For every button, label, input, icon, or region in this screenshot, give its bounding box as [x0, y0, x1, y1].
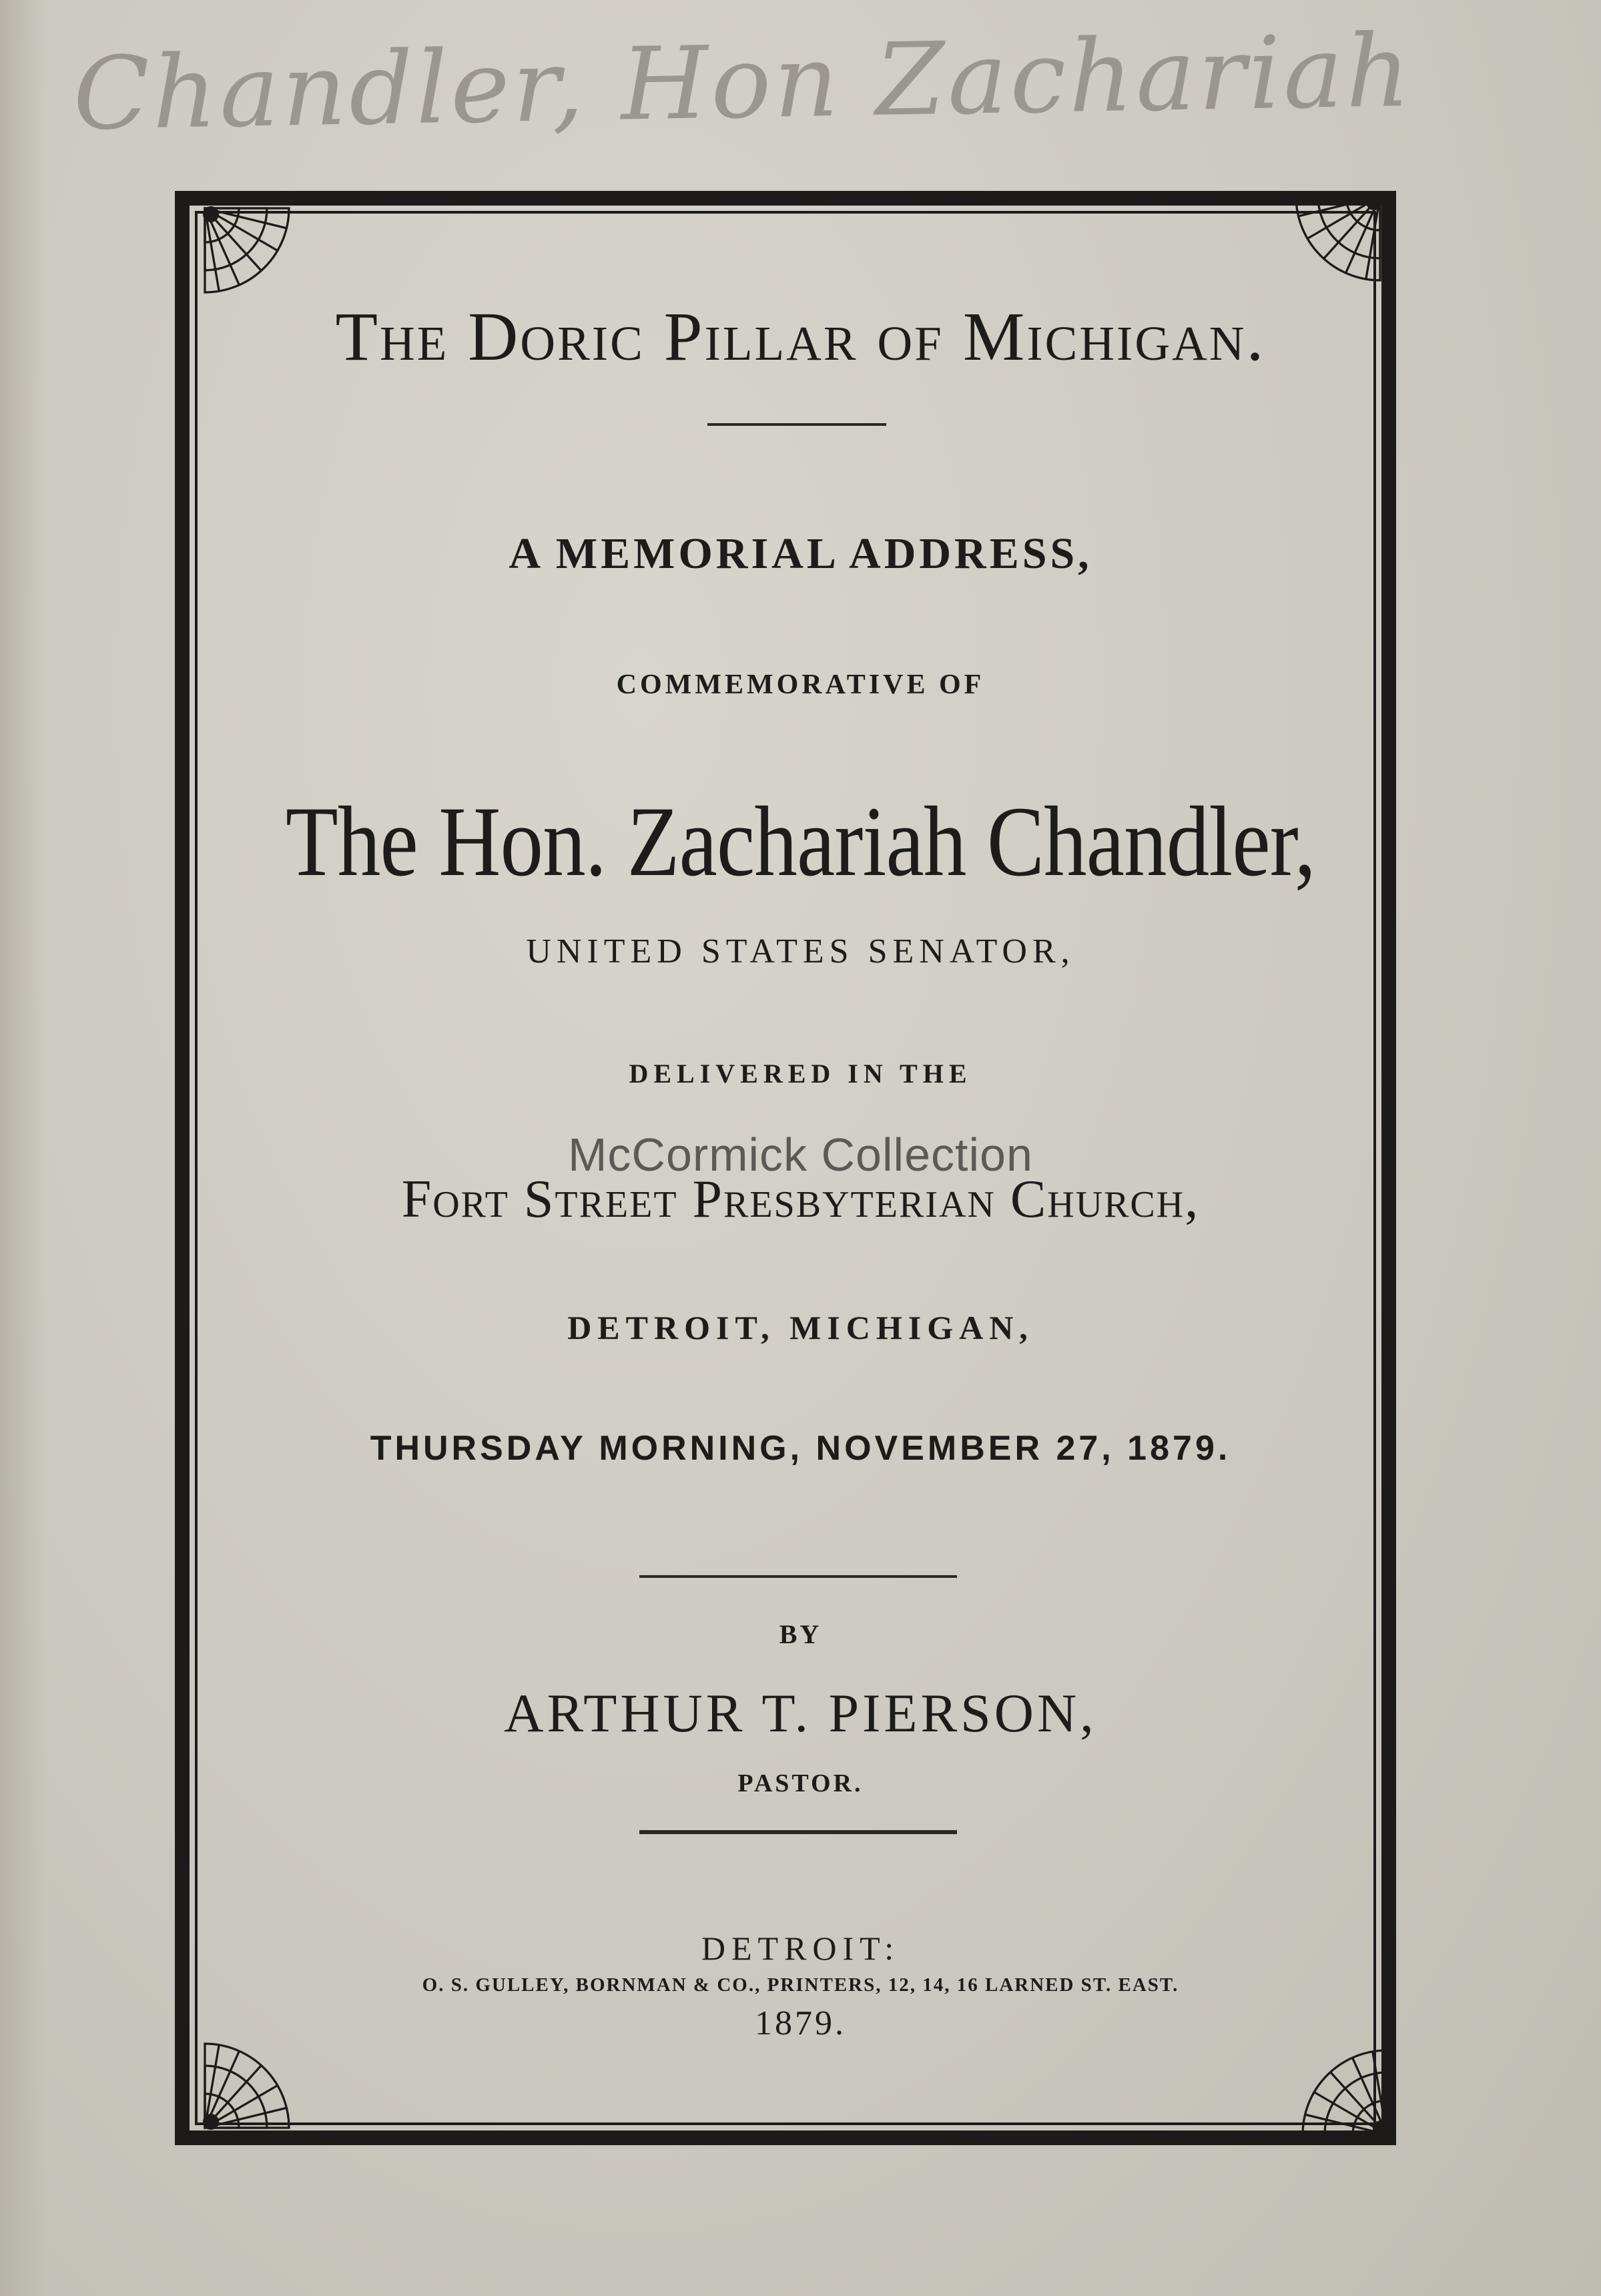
honoree-name: The Hon. Zachariah Chandler,	[285, 786, 1316, 897]
divider-rule	[639, 1830, 957, 1834]
divider-rule	[707, 423, 886, 426]
author-role: PASTOR.	[737, 1769, 864, 1797]
corner-fan-ornament-icon	[197, 2036, 297, 2136]
divider-rule	[639, 1575, 957, 1578]
watermark: McCormick Collection	[568, 1129, 1033, 1181]
corner-fan-ornament-icon	[1295, 2042, 1395, 2142]
subtitle: A MEMORIAL ADDRESS,	[509, 529, 1092, 578]
corner-fan-ornament-icon	[1288, 188, 1388, 288]
corner-fan-ornament-icon	[197, 200, 297, 300]
church-name: Fort Street Presbyterian Church,	[401, 1170, 1200, 1229]
imprint-printers: O. S. GULLEY, BORNMAN & CO., PRINTERS, 12, 14, 16 LARNED ST. EAST.	[422, 1974, 1179, 1996]
commemorative-line: COMMEMORATIVE OF	[616, 669, 985, 700]
page-title: The Doric Pillar of Michigan.	[335, 298, 1266, 375]
author-name: ARTHUR T. PIERSON,	[504, 1683, 1097, 1743]
handwritten-note: Chandler, Hon Zachariah	[72, 13, 1414, 153]
imprint-place: DETROIT:	[701, 1930, 900, 1967]
delivered-line: DELIVERED IN THE	[629, 1059, 972, 1089]
location: DETROIT, MICHIGAN,	[567, 1309, 1034, 1346]
imprint-year: 1879.	[755, 2004, 846, 2042]
by-line: BY	[779, 1619, 822, 1649]
event-date: THURSDAY MORNING, NOVEMBER 27, 1879.	[370, 1429, 1231, 1468]
honoree-title: UNITED STATES SENATOR,	[526, 932, 1075, 970]
